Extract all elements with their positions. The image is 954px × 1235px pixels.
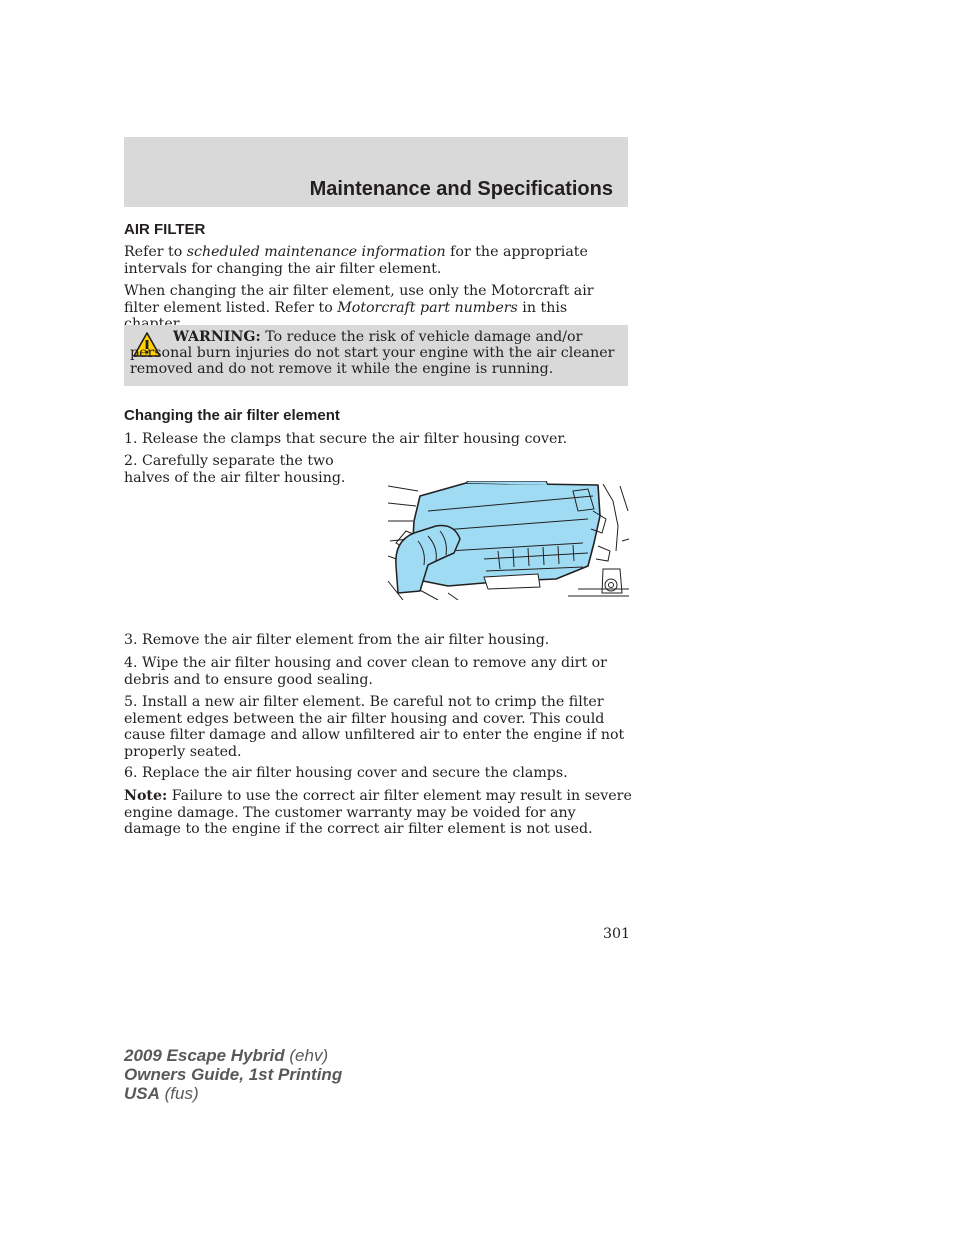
footer-market: USA bbox=[124, 1084, 160, 1103]
footer-line-3 bbox=[124, 1084, 342, 1103]
footer-market-code: (fus) bbox=[159, 1084, 199, 1103]
step-5: 5. Install a new air filter element. Be careful not to crimp the filter element edges between the air filter housing and cover. This could cause filter damage and allow unfiltered air to enter the engine if not properly seated. bbox=[124, 694, 625, 760]
header-band bbox=[124, 137, 628, 207]
step-3: 3. Remove the air filter element from the air filter housing. bbox=[124, 632, 550, 648]
p2-post: in this bbox=[522, 299, 568, 316]
warning-body: To reduce the risk of vehicle damage and/or personal burn injuries do not start your engine with the air cleaner removed and do not remove it while the engine is running. bbox=[130, 329, 615, 378]
footer-line-1 bbox=[124, 1046, 342, 1065]
scheduled-maintenance-ref: scheduled maintenance information bbox=[186, 244, 446, 260]
step-6: 6. Replace the air filter housing cover and secure the clamps. bbox=[124, 765, 568, 781]
page-section-title: Maintenance and Specifications bbox=[309, 178, 613, 200]
step-2: 2. Carefully separate the two halves of the air filter housing. bbox=[124, 453, 346, 486]
page-number: 301 bbox=[603, 926, 631, 942]
air-filter-housing-illustration bbox=[388, 481, 629, 600]
footer-imprint bbox=[124, 1046, 342, 1103]
warning-text bbox=[130, 329, 624, 378]
warning-box bbox=[124, 325, 628, 386]
motorcraft-part-numbers-ref: Motorcraft part numbers bbox=[337, 299, 518, 316]
note-paragraph bbox=[124, 788, 634, 838]
step-1: 1. Release the clamps that secure the air filter housing cover. bbox=[124, 431, 568, 447]
footer-printing: Owners Guide, 1st Printing bbox=[124, 1065, 343, 1084]
p1-pre: Refer to bbox=[124, 244, 187, 260]
intro-paragraph bbox=[124, 244, 630, 277]
section-heading-air-filter: AIR FILTER bbox=[124, 221, 206, 238]
footer-line-2 bbox=[124, 1065, 342, 1084]
footer-model: 2009 Escape Hybrid bbox=[124, 1046, 285, 1065]
footer-model-code: (ehv) bbox=[284, 1046, 329, 1065]
subsection-heading: Changing the air filter element bbox=[124, 407, 340, 424]
note-text: Failure to use the correct air filter element may result in severe engine damage. The customer warranty may be voided for any damage to the engine if the correct air filter element is not used. bbox=[124, 788, 632, 838]
p1-post: for the appropriate intervals for changing the air filter element. bbox=[124, 244, 588, 277]
p2-pre: When changing the air filter element, use only the Motorcraft air filter element listed. Refer to bbox=[124, 283, 594, 316]
warning-label: WARNING: bbox=[173, 329, 261, 345]
step-4: 4. Wipe the air filter housing and cover clean to remove any dirt or debris and to ensure good sealing. bbox=[124, 655, 607, 688]
note-label: Note: bbox=[124, 788, 168, 804]
